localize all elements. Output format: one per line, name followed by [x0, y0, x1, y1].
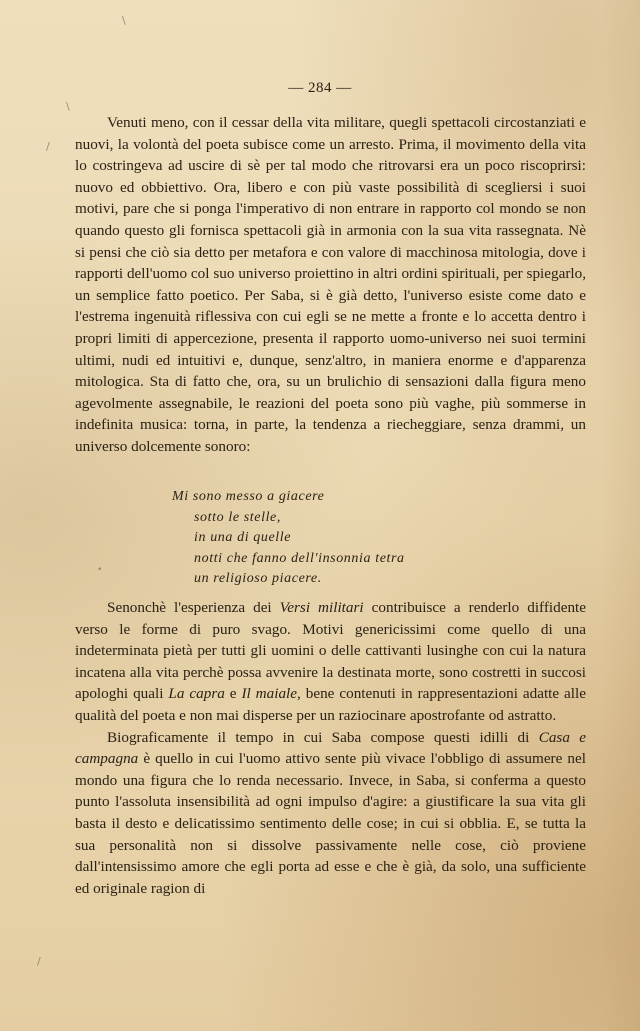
specks: / — [46, 140, 50, 153]
poem-line: sotto le stelle, — [194, 509, 281, 525]
paragraph-2-text: contribuisce a renderlo diffidente verso le forme di puro svago. Motivi genericissimi come quello di una indeterminata pietà per tutti gli uomini o delle cattivanti lusinghe con cui la natura incatena alla vita perchè possa avvenire la destinata morte, sono costretti in succosi apologhi quali — [75, 599, 587, 703]
poem-line: notti che fanno dell'insonnia tetra — [194, 550, 405, 566]
paragraph-2-3-block — [75, 597, 586, 899]
page-number: — 284 — — [288, 80, 352, 96]
title-casa-e-campagna: Casa e campagna — [75, 728, 586, 768]
specks: / — [37, 955, 41, 968]
title-la-capra: La capra — [168, 685, 225, 703]
paragraph-1-block — [75, 112, 586, 458]
paragraph-3-text: è quello in cui l'uomo attivo sente più vivace l'obbligo di assumere nel mondo una figura che lo renda necessario. Invece, in Saba, si conferma a questo punto l'assoluta insensibilità ad ogni impulso d'agire: a giustificare la sua vita gli basta il desto e delicatissimo sentimento delle cose; in cui si obblia. E, se tutta la sua personalità non si dissolve passivamente nelle cose, ciò proviene dall'intensissimo amore che egli porta ad esse e che è già, da solo, una sufficiente ed originale ragion di — [75, 750, 586, 897]
page-edge-shadow — [600, 0, 640, 1031]
title-versi-militari: Versi militari — [279, 599, 364, 616]
paragraph-3 — [75, 727, 586, 900]
paragraph-2-text: Senonchè l'esperienza dei — [107, 599, 280, 616]
poem-line: Mi sono messo a giacere — [172, 489, 325, 504]
paragraph-2 — [75, 597, 586, 727]
specks: \ — [122, 14, 126, 27]
poem-line: in una di quelle — [194, 530, 292, 545]
poem-line: un religioso piacere. — [194, 571, 322, 586]
paragraph-3-text: Biograficamente il tempo in cui Saba compose questi idilli di — [107, 728, 539, 746]
paragraph-1: Venuti meno, con il cessar della vita militare, quegli spettacoli circostanziati e nuovi, la volontà del poeta subisce come un arresto. Prima, il movimento della vita lo costringeva ad uscire di sè per tal modo che ritrovarsi era un poco riscoprirsi: nuovo ed obbiettivo. Ora, libero e con più vaste possibilità di scegliersi i suoi motivi, pare che si ponga l'imperativo di non entrare in rapporto col mondo se non quando questo gli fornisca spettacoli già in armonia con la sua vita rassegnata. Nè si pensi che ciò sia detto per metafora e con valore di macchinosa mitologia, dove i rapporti dell'uomo col suo universo proiettino in altri ordini spirituali, per spiegarlo, un semplice fatto poetico. Per Saba, si è già detto, l'universo esiste come dato e l'estrema ingenuità riflessiva con cui egli se ne mette a fronte e lo accetta dentro i propri limiti di appercezione, presenta il rapporto uomo-universo nei suoi termini ultimi, nudi ed intuitivi e, dunque, senz'altro, in maniera enorme e d'apparenza mitologica. Sta di fatto che, ora, su un brulichio di sensazioni dalla figura meno agevolmente assegnabile, le reazioni del poeta sono più vaghe, più sommerse in indefinita musica: torna, in parte, la tendenza a riecheggiare, senza drammi, un universo dolcemente sonoro: — [75, 114, 586, 455]
specks: • — [97, 565, 103, 575]
title-il-maiale: Il maiale — [241, 685, 298, 703]
paragraph-2-text: , bene contenuti in rappresentazioni adatte alle qualità del poeta e non mai disperse per un raziocinare apostrofante od astratto. — [75, 685, 586, 724]
paragraph-2-text: e — [224, 685, 242, 703]
poem-quote — [172, 487, 405, 590]
specks: \ — [66, 100, 70, 113]
